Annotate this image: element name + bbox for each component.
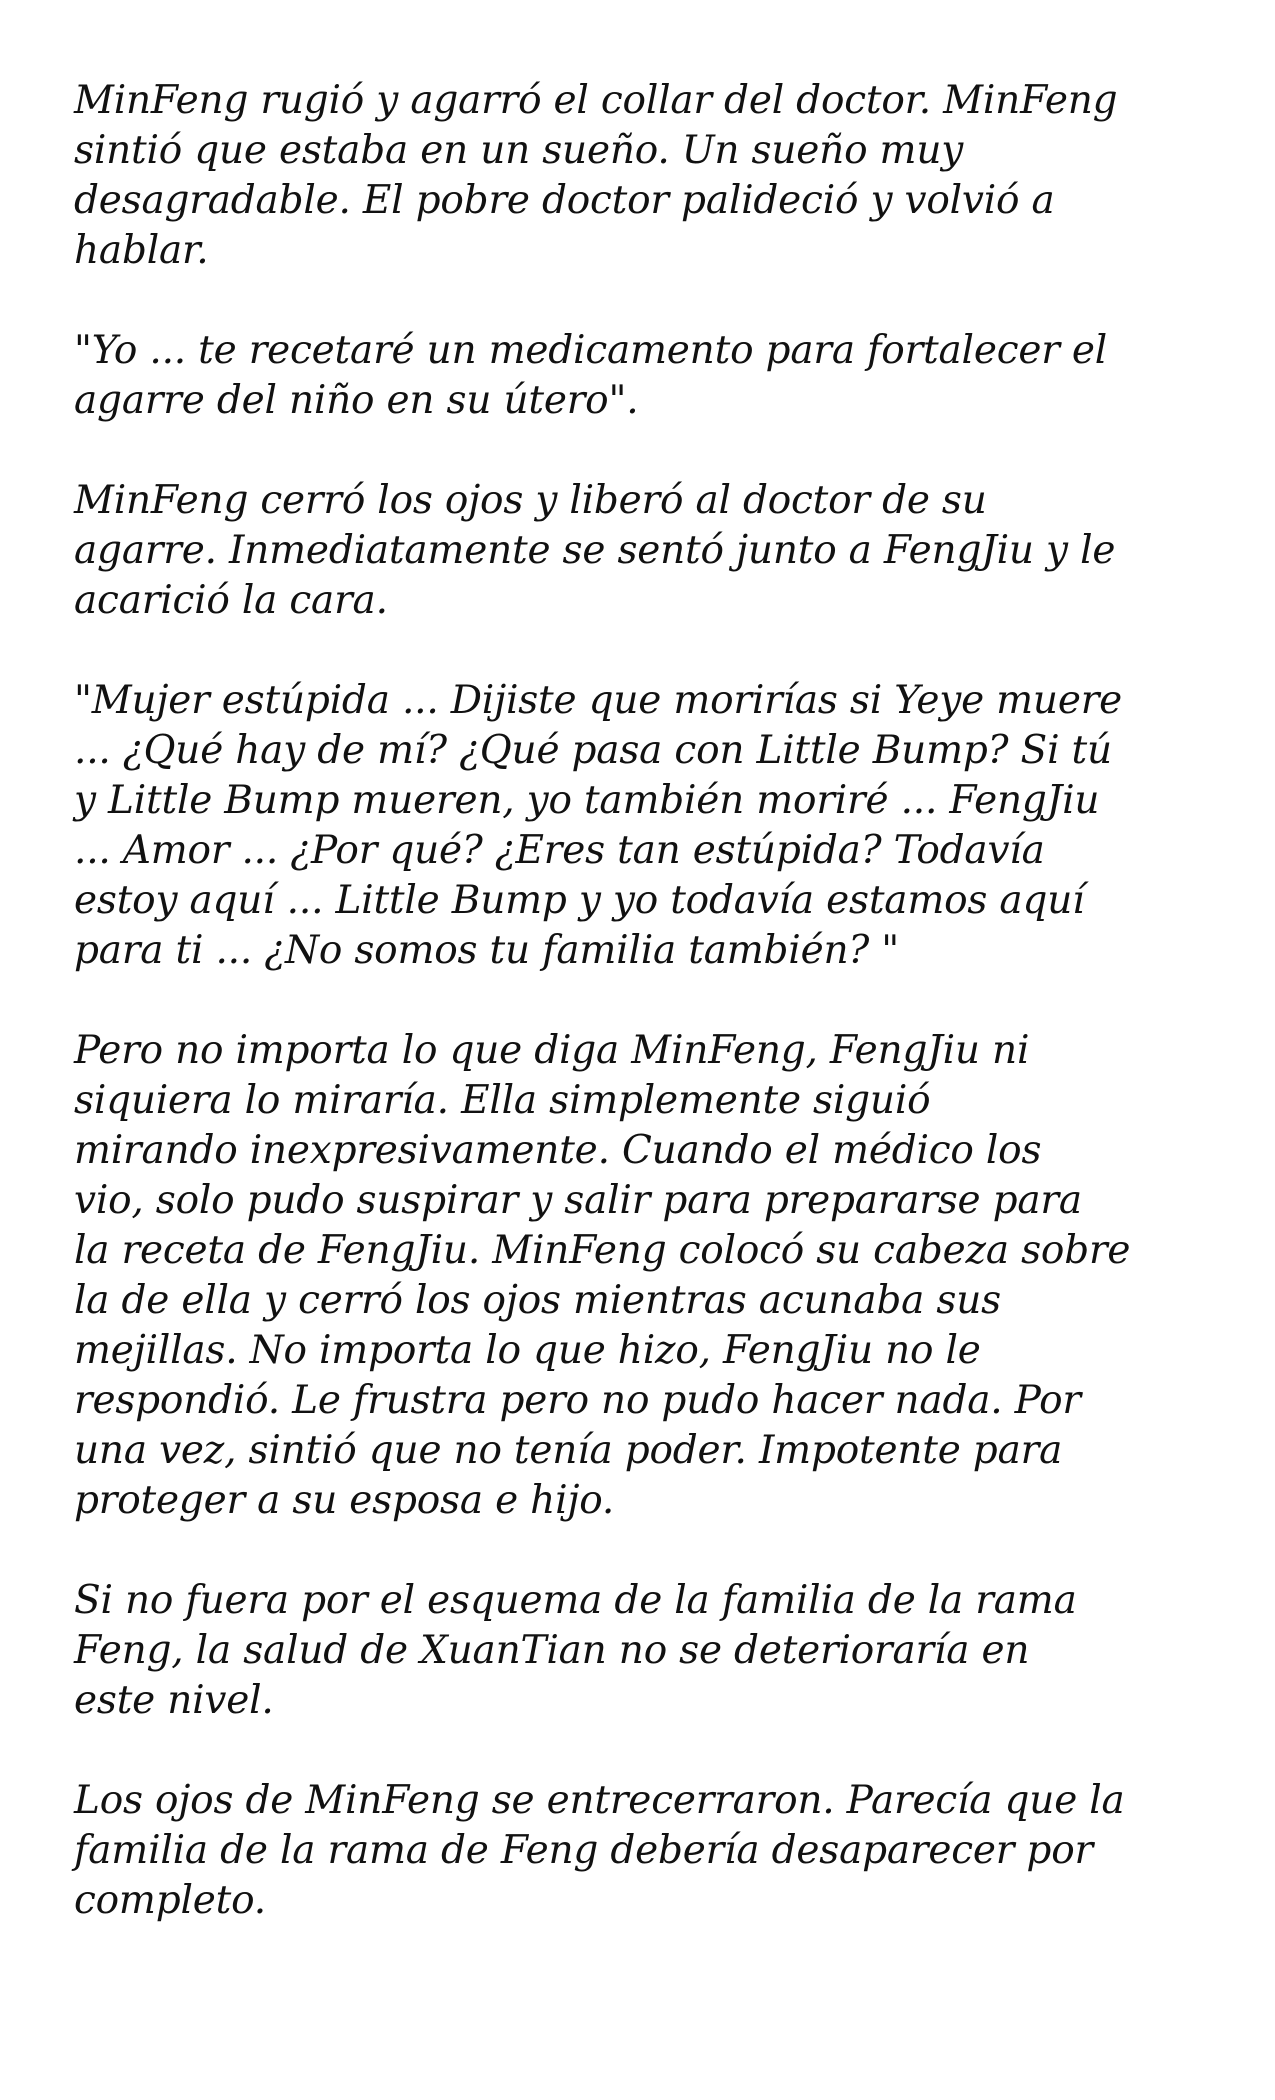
paragraph-5: Pero no importa lo que diga MinFeng, FengJiu ni siquiera lo miraría. Ella simplemente siguió mirando inexpresivamente. Cuando el médico los vio, solo pudo suspirar y salir para prepararse para la receta de FengJiu. MinFeng colocó su cabeza sobre la de ella y cerró los ojos mientras acunaba sus mejillas. No importa lo que hizo, FengJiu no le respondió. Le frustra pero no pudo hacer nada. Por una vez, sintió que no tenía poder. Impotente para proteger a su esposa e hijo. — [74, 1028, 1131, 1523]
paragraph-1: MinFeng rugió y agarró el collar del doctor. MinFeng sintió que estaba en un sueño. Un sueño muy desagradable. El pobre doctor palideció y volvió a hablar. — [74, 78, 1118, 273]
paragraph-6: Si no fuera por el esquema de la familia de la rama Feng, la salud de XuanTian no se deterioraría en este nivel. — [74, 1578, 1077, 1723]
document-body — [74, 76, 1214, 1976]
paragraph-2: "Yo ... te recetaré un medicamento para fortalecer el agarre del niño en su útero". — [74, 328, 1108, 423]
paragraph-3: MinFeng cerró los ojos y liberó al doctor de su agarre. Inmediatamente se sentó junto a FengJiu y le acarició la cara. — [74, 478, 1116, 623]
paragraph-4: "Mujer estúpida ... Dijiste que morirías si Yeye muere ... ¿Qué hay de mí? ¿Qué pasa con Little Bump? Si tú y Little Bump mueren, yo también moriré ... FengJiu ... Amor ... ¿Por qué? ¿Eres tan estúpida? Todavía estoy aquí ... Little Bump y yo todavía estamos aquí para ti ... ¿No somos tu familia también? " — [74, 678, 1123, 973]
paragraph-7: Los ojos de MinFeng se entrecerraron. Parecía que la familia de la rama de Feng debería desaparecer por completo. — [74, 1778, 1125, 1923]
